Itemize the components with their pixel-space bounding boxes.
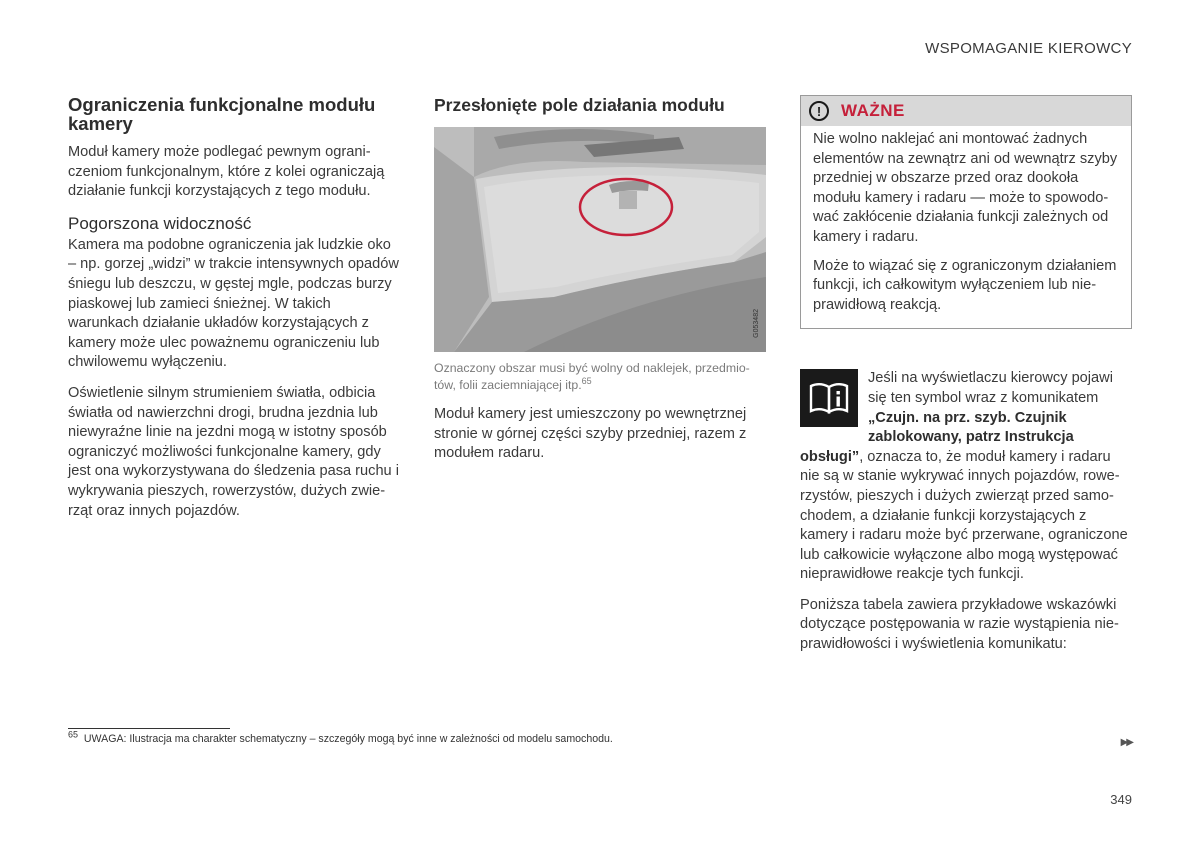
column-left (68, 95, 400, 532)
footnote (68, 729, 613, 745)
footnote-number: 65 (68, 729, 79, 740)
column-middle (434, 95, 766, 475)
visibility-paragraph: Kamera ma podobne ograniczenia jak ludzkie oko – np. gorzej „widzi” w trakcie intensywnych opadów śniegu lub deszczu, w gęstej mgle, podczas burzy piaskowej lub zamieci śnieżnej. W takich warunkach działanie układów korzystających z kamery może ulec poważnemu ograniczeniu lub chwilowemu wyłączeniu. (68, 236, 399, 371)
manual-info-icon (800, 369, 858, 427)
footnote-text: UWAGA: Ilustracja ma charakter schematyczny – szczegóły mogą być inne w zależności od modelu samochodu. (83, 733, 613, 745)
column-right (800, 95, 1132, 666)
open-book-icon (807, 380, 851, 416)
info-text-after: , oznacza to, że moduł kamery i radaru nie są w stanie wykrywać innych pojazdów, rowerzystów, pieszych i dużych zwierząt przed samochodem, a działanie funkcji korzystających z kamery i radaru może być przerwane, ograniczone lub całkowicie wyłączone albo mogą występować nieprawidłowe reakcje tych funkcji. (800, 448, 1128, 583)
table-intro-paragraph: Poniższa tabela zawiera przykładowe wskazówki dotyczące postępowania w razie wystąpienia nieprawidłowości i wyświetlenia komunikatu: (800, 596, 1119, 653)
image-code: G053482 (753, 309, 760, 338)
warning-paragraph-2: Może to wiązać się z ograniczonym działaniem funkcji, ich całkowitym wyłączeniem lub nieprawidłową reakcją. (813, 257, 1117, 313)
page-number: 349 (1110, 792, 1132, 807)
caption-text: Oznaczony obszar musi być wolny od naklejek, przedmiotów, folii zaciemniającej itp. (434, 361, 750, 392)
footnote-ref[interactable]: 65 (581, 375, 592, 386)
warning-body (801, 126, 1131, 328)
warning-box (800, 95, 1132, 329)
camera-location-paragraph: Moduł kamery jest umieszczony po wewnętrznej stronie w górnej części szyby przedniej, razem z modułem radaru. (434, 406, 747, 462)
intro-paragraph: Moduł kamery może podlegać pewnym ograniczeniom funkcjonalnym, które z kolei ograniczają działanie funkcji korzystających z tego modułu. (68, 144, 385, 200)
footnote-divider (68, 728, 230, 729)
warning-header (801, 96, 1131, 126)
warning-title: WAŻNE (841, 101, 905, 120)
info-message: „Czujn. na prz. szyb. Czujnik zablokowany, patrz Instrukcja obsługi” (800, 409, 1074, 465)
section-heading: Ograniczenia funkcjonalne modułu kamery (68, 94, 376, 134)
running-header: WSPOMAGANIE KIEROWCY (925, 40, 1132, 57)
subheading: Pogorszona widoczność (68, 213, 252, 233)
figure-caption (434, 360, 766, 393)
warning-paragraph-1: Nie wolno naklejać ani montować żadnych elementów na zewnątrz ani od wewnątrz szyby przedniej w obszarze przed oraz dookoła modułu kamery i radaru — może to spowodować zakłócenie działania funkcji zależnych od kamery i radaru. (813, 131, 1118, 245)
info-block (800, 369, 1132, 585)
section-heading-obstructed: Przesłonięte pole działania modułu (434, 95, 725, 115)
lighting-paragraph: Oświetlenie silnym strumieniem światła, odbicia światła od nawierzchni drogi, brudna jezdnia lub niewyraźne linie na jezdni mogą w istotny sposób ograniczyć możliwości funkcjonalne kamery, gdy jest ona wykorzystywana do śledzenia pasa ruchu i wykrywania pieszych, rowerzystów, dużych zwierząt oraz innych pojazdów. (68, 384, 399, 519)
info-text-before: Jeśli na wyświetlaczu kierowcy pojawi się ten symbol wraz z komunikatem (868, 370, 1113, 406)
windshield-drawing (434, 127, 766, 352)
continue-arrows-icon[interactable]: ▶▶ (1120, 737, 1132, 748)
exclamation-icon: ! (809, 101, 829, 121)
windshield-illustration (434, 127, 766, 352)
